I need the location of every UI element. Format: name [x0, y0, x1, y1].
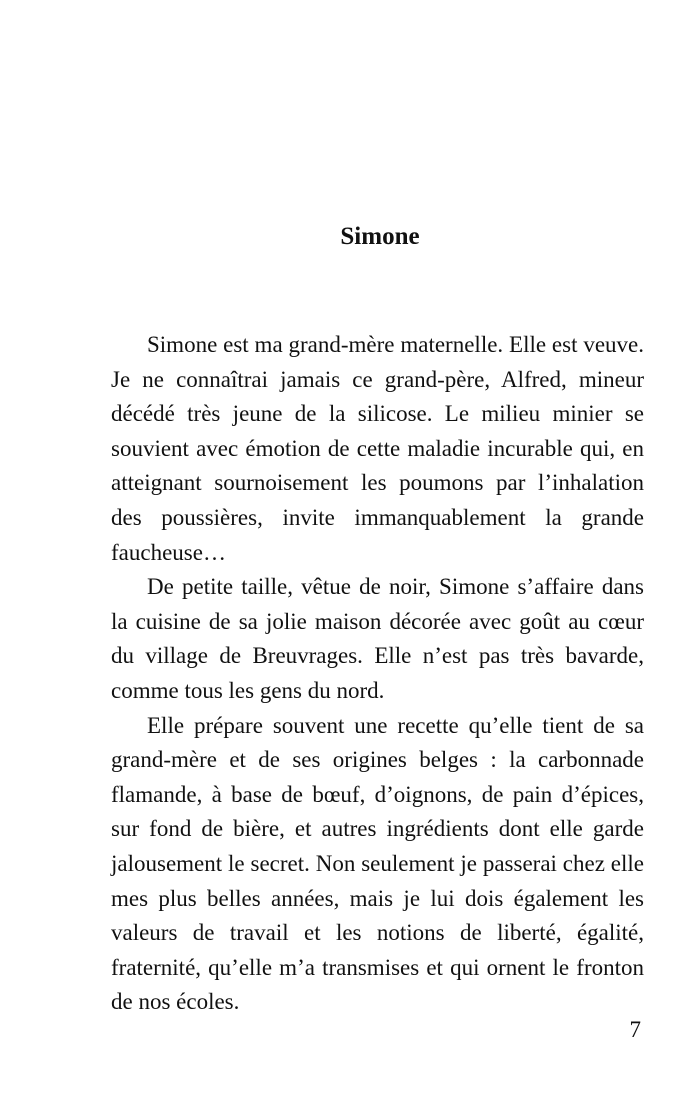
chapter-body	[111, 328, 644, 1020]
paragraph-3: Elle prépare souvent une recette qu’elle tient de sa grand-mère et de ses origines belges : la carbonnade flamande, à base de bœuf, d’oignons, de pain d’épices, sur fond de bière, et autres ingrédients dont elle garde jalousement le secret. Non seulement je passerai chez elle mes plus belles années, mais je lui dois également les valeurs de travail et les notions de liberté, égalité, fraternité, qu’elle m’a transmises et qui ornent le fronton de nos écoles.	[111, 712, 644, 1015]
paragraph-2: De petite taille, vêtue de noir, Simone s’affaire dans la cuisine de sa jolie maison décorée avec goût au cœur du village de Breuvrages. Elle n’est pas très bavarde, comme tous les gens du nord.	[111, 574, 644, 703]
page-number: 7	[629, 1017, 641, 1042]
paragraph-1: Simone est ma grand-mère maternelle. Elle est veuve. Je ne connaîtrai jamais ce grand-père, Alfred, mineur décédé très jeune de la silicose. Le milieu minier se souvient avec émotion de cette maladie incurable qui, en atteignant sournoisement les poumons par l’inhalation des poussières, invite immanquablement la grande faucheuse…	[111, 332, 644, 565]
chapter-title: Simone	[340, 223, 420, 250]
